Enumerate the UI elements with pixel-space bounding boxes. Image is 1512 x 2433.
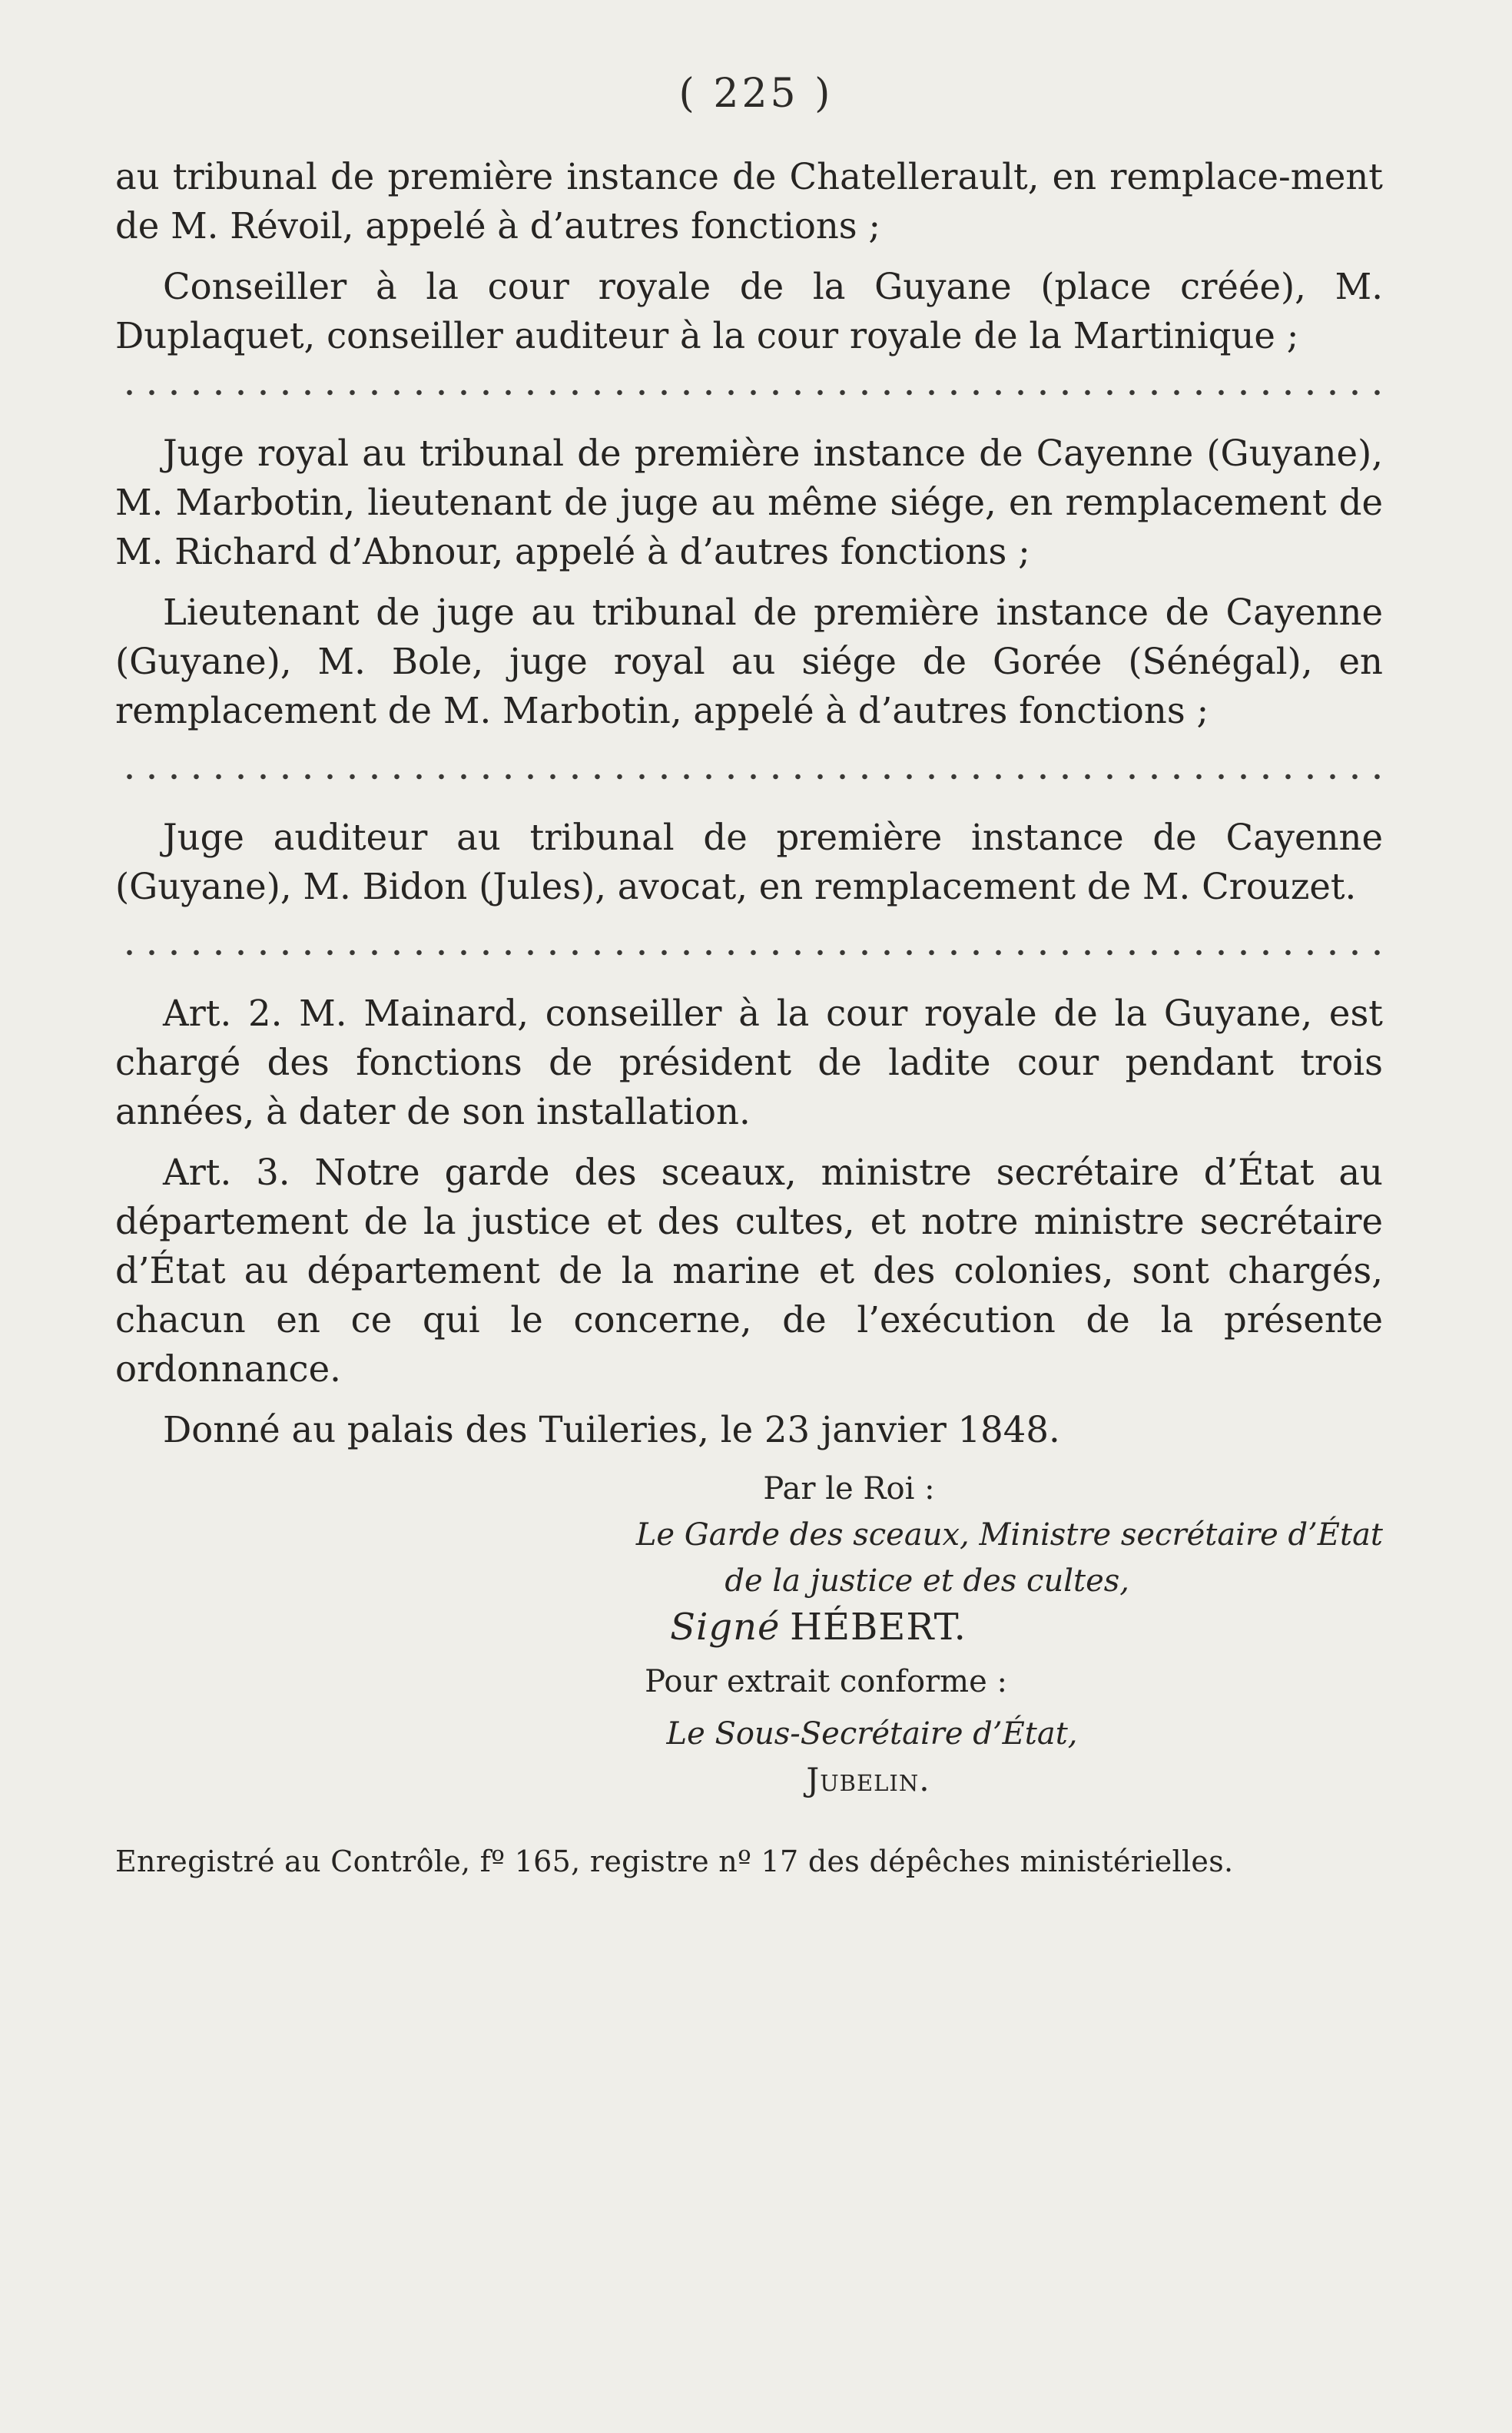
- paragraph: Lieutenant de juge au tribunal de première instance de Cayenne (Guyane), M. Bole, juge royal au siége de Gorée (Sénégal), en remplacement de M. Marbotin, appelé à d’autres fonctions ;: [115, 592, 1383, 731]
- extract-line: Pour extrait conforme :: [645, 1664, 1007, 1699]
- ellipsis-divider: [115, 923, 1383, 972]
- paragraph: Conseiller à la cour royale de la Guyane (place créée), M. Duplaquet, conseiller auditeur à la cour royale de la Martinique ;: [115, 266, 1383, 356]
- ellipsis-divider: [115, 747, 1383, 796]
- par-le-roi: Par le Roi :: [763, 1471, 935, 1507]
- paragraph: Juge auditeur au tribunal de première instance de Cayenne (Guyane), M. Bidon (Jules), avocat, en remplacement de M. Crouzet.: [115, 817, 1383, 907]
- ellipsis-divider: [115, 363, 1383, 412]
- signed-line: [115, 1604, 1383, 1652]
- garde-title-line1: Le Garde des sceaux, Ministre secrétaire d’État: [635, 1517, 1383, 1553]
- signature-block: [115, 1466, 1383, 1803]
- paragraph: Juge royal au tribunal de première instance de Cayenne (Guyane), M. Marbotin, lieutenant de juge au même siége, en remplacement de M. Richard d’Abnour, appelé à d’autres fonctions ;: [115, 433, 1383, 572]
- garde-title-line2: de la justice et des cultes,: [724, 1563, 1129, 1599]
- under-secretary-name: Jubelin.: [806, 1761, 930, 1798]
- body-text: [115, 152, 1383, 1886]
- registration-note: Enregistré au Contrôle, fº 165, registre nº 17 des dépêches ministérielles.: [115, 1845, 1234, 1878]
- under-secretary-title: Le Sous-Secrétaire d’État,: [666, 1716, 1078, 1752]
- paragraph: au tribunal de première instance de Chatellerault, en remplace-ment de M. Révoil, appelé à d’autres fonctions ;: [115, 156, 1383, 247]
- date-line: Donné au palais des Tuileries, le 23 janvier 1848.: [163, 1409, 1060, 1450]
- signer-name: HÉBERT.: [790, 1606, 967, 1649]
- article-2: Art. 2. M. Mainard, conseiller à la cour royale de la Guyane, est chargé des fonctions de président de ladite cour pendant trois années, à dater de son installation.: [115, 993, 1383, 1132]
- signe-label: Signé: [670, 1606, 781, 1649]
- page-number: ( 225 ): [678, 71, 834, 117]
- article-3: Art. 3. Notre garde des sceaux, ministre secrétaire d’État au département de la justice et des cultes, et notre ministre secrétaire d’État au département de la marine et des colonies, sont chargés, chacun en ce qui le concerne, de l’exécution de la présente ordonnance.: [115, 1152, 1383, 1390]
